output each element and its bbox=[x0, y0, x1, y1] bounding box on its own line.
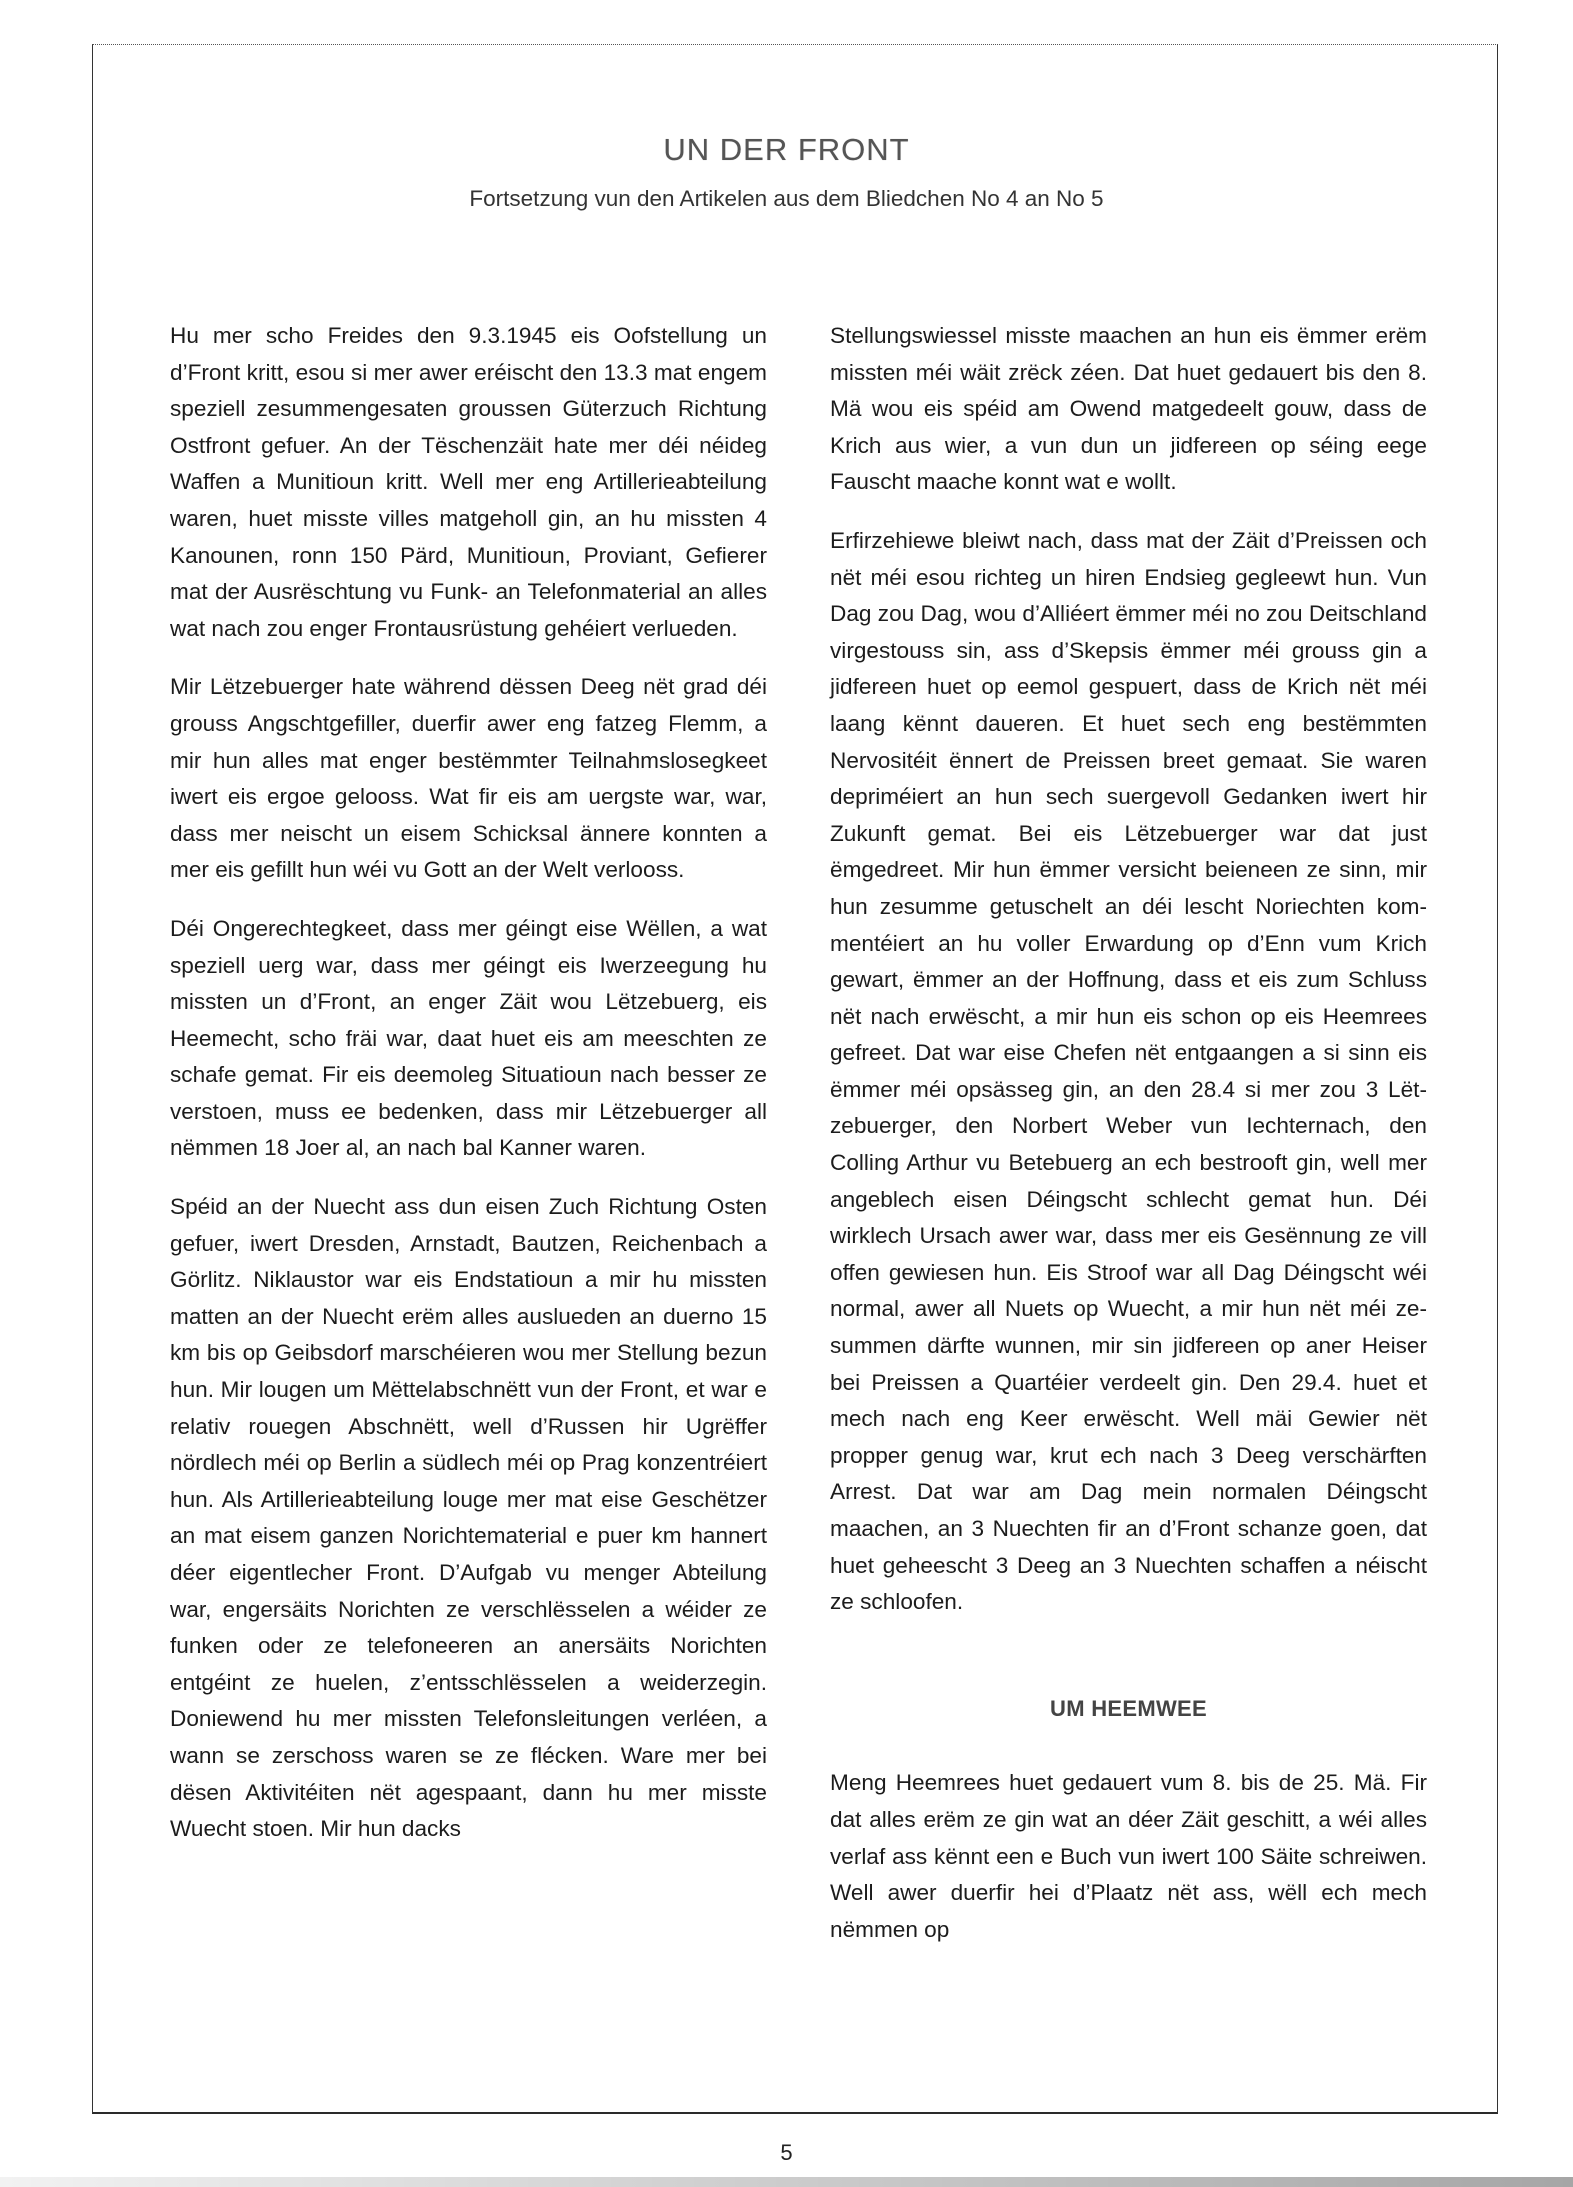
page-number: 5 bbox=[780, 2140, 793, 2165]
page-subtitle: Fortsetzung vun den Artikelen aus dem Bliedchen No 4 an No 5 bbox=[469, 186, 1104, 211]
section-heading: UM HEEMWEE bbox=[1050, 1695, 1207, 1721]
left-text-column bbox=[170, 318, 767, 1870]
paragraph: Spéid an der Nuecht ass dun eisen Zuch Richtung Osten gefuer, iwert Dresden, Arnstadt, Bautzen, Reichenbach a Görlitz. Niklaustor war eis Endstatioun a mir hu missten matten an der Nuecht erëm alles auslueden an duerno 15 km bis op Geibsdorf marschéieren wou mer Stellung bezun hun. Mir lougen um Mëttelabschnëtt vun der Front, et war e relativ rouegen Abschnëtt, well d’Russen hir Ugrëffer nördlech méi op Berlin a südlech méi op Prag konzentréiert hun. Als Artillerieabteilung louge mer mat eise Geschëtzer an mat eisem ganzen Norichtematerial e puer km hannert déer eigentlecher Front. D’Aufgab vu menger Abteilung war, engersäits Norichten ze verschlësselen a wéider ze funken oder ze telefoneeren an anersäits Norichten entgéint ze huelen, z’entsschlësselen a weiderzegin. Doniewend hu mer missten Telefonsleitungen verléen, a wann se zerschoss waren se ze flécken. Ware mer bei dësen Aktivitéiten nët agespaant, dann hu mer misste Wuecht stoen. Mir hun dacks bbox=[170, 1194, 767, 1842]
paragraph: Mir Lëtzebuerger hate während dëssen Deeg nët grad déi grouss Angschtgefiller, duerfir awer eng fatzeg Flemm, a mir hun alles mat enger bestëmmter Teilnahmslosegkeet iwert eis ergoe gelooss. Wat fir eis am uergste war, war, dass mer neischt un eisem Schicksal ännere konnten a mer eis gefillt hun wéi vu Gott an der Welt verlooss. bbox=[170, 674, 767, 883]
paragraph: Déi Ongerechtegkeet, dass mer géingt eise Wëllen, a wat speziell uerg war, dass mer géingt eis Iwerzeegung hu missten un d’Front, an enger Zäit wou Lëtzebuerg, eis Heemecht, scho fräi war, daat huet eis am meeschten ze schafe gemat. Fir eis deemoleg Situatioun nach besser ze verstoen, muss ee bedenken, dass mir Lëtzebuerger all nëmmen 18 Joer al, an nach bal Kanner waren. bbox=[170, 915, 767, 1161]
paragraph: Stellungswiessel misste maachen an hun eis ëmmer erëm missten méi wäit zrëck zéen. Dat huet gedauert bis den 8. Mä wou eis spéid am Owend matgedeelt gouw, dass de Krich aus wier, a vun dun un jidfereen op séing eege Fauscht maache konnt wat e wollt. bbox=[830, 323, 1427, 495]
paragraph: Erfirzehiewe bleiwt nach, dass mat der Zäit d’Preissen och nët méi esou richteg un hiren Endsieg gegleewt hun. Vun Dag zou Dag, wou d’Alliéert ëmmer méi no zou Deitschland virgestouss sin, ass d’Skepsis ëmmer méi grouss gin a jidfereen huet op eemol gespuert, dass de Krich nët méi laang kënnt daueren. Et huet sech eng bestëmmten Nervositéit ënnert de Preissen breet gemaat. Sie waren depriméiert an hun sech suergevoll Gedanken iwert hir Zukunft gemat. Bei eis Lëtzebuerger war dat just ëmgedreet. Mir hun ëmmer versicht beieneen ze sinn, mir hun zesumme getuschelt an déi lescht Noriechten kommentéiert an hu voller Erwardung op d’Enn vum Krich gewart, ëmmer an der Hoffnung, dass et eis zum Schluss nët nach erwëscht, a mir hun eis schon op eis Heemrees gefreet. Dat war eise Chefen nët entgaangen a si sinn eis ëmmer méi opsässeg gin, an den 28.4 si mer zou 3 Lëtzebuerger, den Norbert Weber vun Iechternach, den Colling Arthur vu Betebuerg an ech bestrooft gin, well mer angeblech eisen Déingscht schlecht gemat hun. Déi wirklech Ursach awer war, dass mer eis Gesënnung ze vill offen gewiesen hun. Eis Stroof war all Dag Déingscht wéi normal, awer all Nuets op Wuecht, a mir hun nët méi zesummen därfte wunnen, mir sin jidfereen op aner Heiser bei Preissen a Quartéier verdeelt gin. Den 29.4. huet et mech nach eng Keer erwëscht. Well mäi Gewier nët propper genug war, krut ech nach 3 Deeg verschärften Arrest. Dat war am Dag mein normalen Déingscht maachen, an 3 Nuechten fir an d’Front schanze goen, dat huet geheescht 3 Deeg an 3 Nuechten schaffen a néischt ze schloofen. bbox=[830, 527, 1427, 1615]
page-title: UN DER FRONT bbox=[663, 132, 910, 167]
paragraph: Meng Heemrees huet gedauert vum 8. bis de 25. Mä. Fir dat alles erëm ze gin wat an déer Zäit geschitt, a wéi alles verlaf ass kënnt een e Buch vun iwert 100 Säite schreiwen. Well awer duerfir hei d’Plaatz nët ass, wëll ech mech nëmmen op bbox=[830, 1770, 1427, 1942]
paragraph: Hu mer scho Freides den 9.3.1945 eis Oofstellung un d’Front kritt, esou si mer awer eréischt den 13.3 mat engem speziell zesummengesaten groussen Güterzuch Richtung Ostfront gefuer. An der Tëschenzäit hate mer déi néideg Waffen a Munitioun kritt. Well mer eng Artillerieabteilung waren, huet misste villes matgeholl gin, an hu missten 4 Kanounen, ronn 150 Pärd, Munitioun, Proviant, Gefierer mat der Ausrëschtung vu Funk- an Telefonmaterial an alles wat nach zou enger Frontausrüstung gehéiert verlueden. bbox=[170, 323, 767, 641]
right-text-column bbox=[830, 318, 1427, 1970]
scan-edge-shadow bbox=[0, 2177, 1573, 2187]
